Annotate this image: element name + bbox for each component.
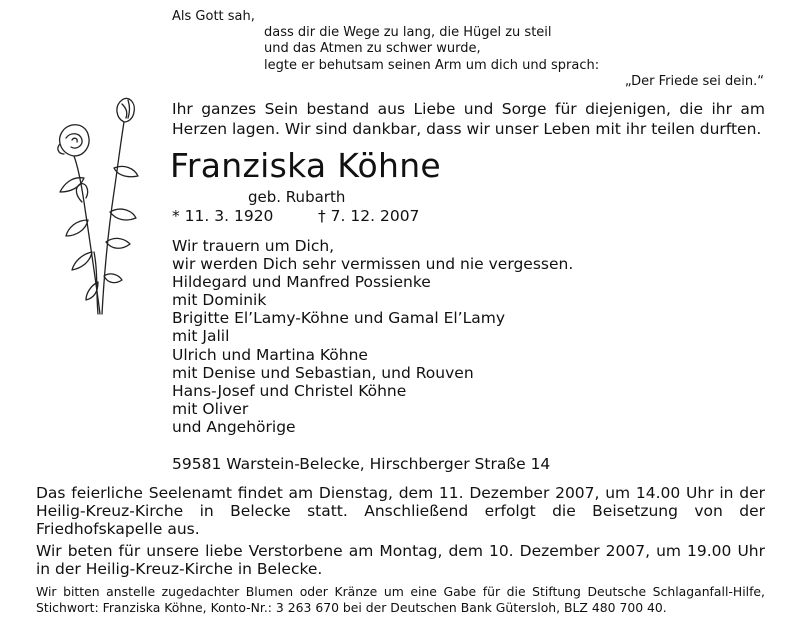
mourner-line: wir werden Dich sehr vermissen und nie vergessen. [172,255,574,274]
mourners-list [172,237,573,436]
birth-date: * 11. 3. 1920 [172,207,274,225]
mourner-line: mit Dominik [172,291,267,310]
mourner-line: und Angehörige [172,417,296,436]
poem-line-4: legte er behutsam seinen Arm um dich und sprach: [264,58,600,73]
mourner-line: mit Jalil [172,327,230,346]
mourner-line: Hans-Josef und Christel Köhne [172,381,407,400]
death-date: † 7. 12. 2007 [318,207,420,225]
birth-name: geb. Rubarth [248,188,346,206]
family-address: 59581 Warstein-Belecke, Hirschberger Straße 14 [172,455,551,473]
mourner-line: Wir trauern um Dich, [172,237,335,255]
mourner-line: mit Denise und Sebastian, und Rouven [172,363,474,382]
poem-line-5: „Der Friede sei dein.“ [624,74,764,89]
deceased-name: Franziska Köhne [170,146,442,185]
donation-notice: Wir bitten anstelle zugedachter Blumen oder Kränze um eine Gabe für die Stiftung Deutsche Schlaganfall-Hilfe, Stichwort: Franziska Köhne, Konto-Nr.: 3 263 670 bei der Deutschen Bank Gütersloh, BLZ 480 700 40. [36,584,765,615]
poem-line-1: Als Gott sah, [172,9,255,24]
mourner-line: Ulrich und Martina Köhne [172,345,368,364]
intro-paragraph: Ihr ganzes Sein bestand aus Liebe und Sorge für diejenigen, die ihr am Herzen lagen. Wir sind dankbar, dass wir unser Leben mit ihr teilen durften. [172,100,765,138]
mourner-line: mit Oliver [172,399,249,418]
rose-flower-icon [44,92,140,318]
prayer-notice: Wir beten für unsere liebe Verstorbene am Montag, dem 10. Dezember 2007, um 19.00 Uhr in der Heilig-Kreuz-Kirche in Belecke. [36,542,765,578]
poem-line-3: und das Atmen zu schwer wurde, [264,41,481,56]
service-notice: Das feierliche Seelenamt findet am Dienstag, dem 11. Dezember 2007, um 14.00 Uhr in der Heilig-Kreuz-Kirche in Belecke statt. Anschließend erfolgt die Beisetzung von der Friedhofskapelle aus. [36,484,765,538]
mourner-line: Hildegard und Manfred Possienke [172,273,431,292]
poem-line-2: dass dir die Wege zu lang, die Hügel zu steil [264,25,552,40]
mourner-line: Brigitte El’Lamy-Köhne und Gamal El’Lamy [172,309,506,328]
